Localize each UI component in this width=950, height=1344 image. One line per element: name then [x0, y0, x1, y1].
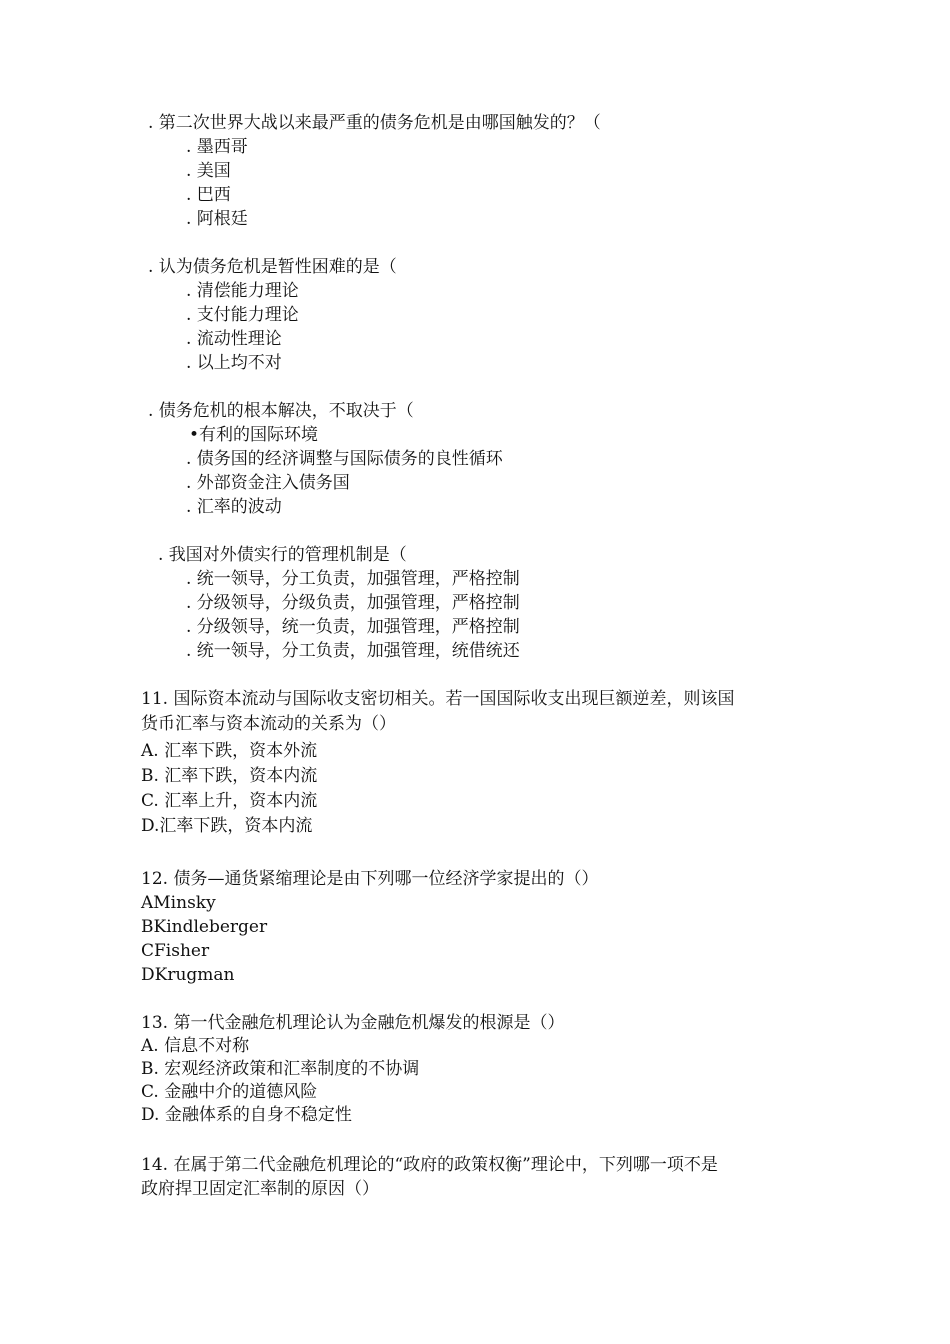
- question-2-option-a: . 清偿能力理论: [186, 281, 299, 301]
- question-13-option-b: B. 宏观经济政策和汇率制度的不协调: [141, 1059, 420, 1079]
- question-13-stem: 13. 第一代金融危机理论认为金融危机爆发的根源是（）: [141, 1013, 565, 1033]
- question-1-option-b: . 美国: [186, 161, 231, 181]
- question-2-stem: . 认为债务危机是暂性困难的是（: [148, 257, 397, 277]
- question-1-option-c: . 巴西: [186, 185, 231, 205]
- question-1-stem: . 第二次世界大战以来最严重的债务危机是由哪国触发的？（: [148, 113, 601, 133]
- question-11-option-b: B. 汇率下跌，资本内流: [141, 766, 318, 786]
- question-1-option-d: . 阿根廷: [186, 209, 248, 229]
- question-14-stem-line-2: 政府捍卫固定汇率制的原因（）: [141, 1179, 379, 1199]
- question-4-option-a: . 统一领导，分工负责，加强管理，严格控制: [186, 569, 520, 589]
- question-12-option-a: AMinsky: [141, 893, 216, 913]
- question-12-option-d: DKrugman: [141, 965, 235, 985]
- question-2-option-d: . 以上均不对: [186, 353, 282, 373]
- question-4-option-d: . 统一领导，分工负责，加强管理，统借统还: [186, 641, 520, 661]
- question-3-stem: . 债务危机的根本解决，不取决于（: [148, 401, 414, 421]
- question-11-option-c: C. 汇率上升，资本内流: [141, 791, 318, 811]
- question-13-option-c: C. 金融中介的道德风险: [141, 1082, 318, 1102]
- question-3-option-c: . 外部资金注入债务国: [186, 473, 350, 493]
- question-4-option-c: . 分级领导，统一负责，加强管理，严格控制: [186, 617, 520, 637]
- question-12-option-c: CFisher: [141, 941, 210, 961]
- question-12-option-b: BKindleberger: [141, 917, 268, 937]
- question-2-option-b: . 支付能力理论: [186, 305, 299, 325]
- question-3-option-a: •有利的国际环境: [189, 425, 319, 445]
- question-1-option-a: . 墨西哥: [186, 137, 248, 157]
- question-2-option-c: . 流动性理论: [186, 329, 282, 349]
- question-13-option-d: D. 金融体系的自身不稳定性: [141, 1105, 352, 1125]
- question-4-stem: . 我国对外债实行的管理机制是（: [158, 545, 407, 565]
- question-11-stem-line-1: 11. 国际资本流动与国际收支密切相关。若一国国际收支出现巨额逆差，则该国: [141, 689, 735, 709]
- question-14-stem-line-1: 14. 在属于第二代金融危机理论的“政府的政策权衡”理论中，下列哪一项不是: [141, 1155, 718, 1175]
- question-13-option-a: A. 信息不对称: [141, 1036, 250, 1056]
- question-12-stem: 12. 债务—通货紧缩理论是由下列哪一位经济学家提出的（）: [141, 869, 599, 889]
- question-11-option-d: D.汇率下跌，资本内流: [141, 816, 313, 836]
- question-4-option-b: . 分级领导，分级负责，加强管理，严格控制: [186, 593, 520, 613]
- question-11-stem-line-2: 货币汇率与资本流动的关系为（）: [141, 714, 396, 734]
- question-3-option-d: . 汇率的波动: [186, 497, 282, 517]
- question-11-option-a: A. 汇率下跌，资本外流: [141, 741, 318, 761]
- question-3-option-b: . 债务国的经济调整与国际债务的良性循环: [186, 449, 503, 469]
